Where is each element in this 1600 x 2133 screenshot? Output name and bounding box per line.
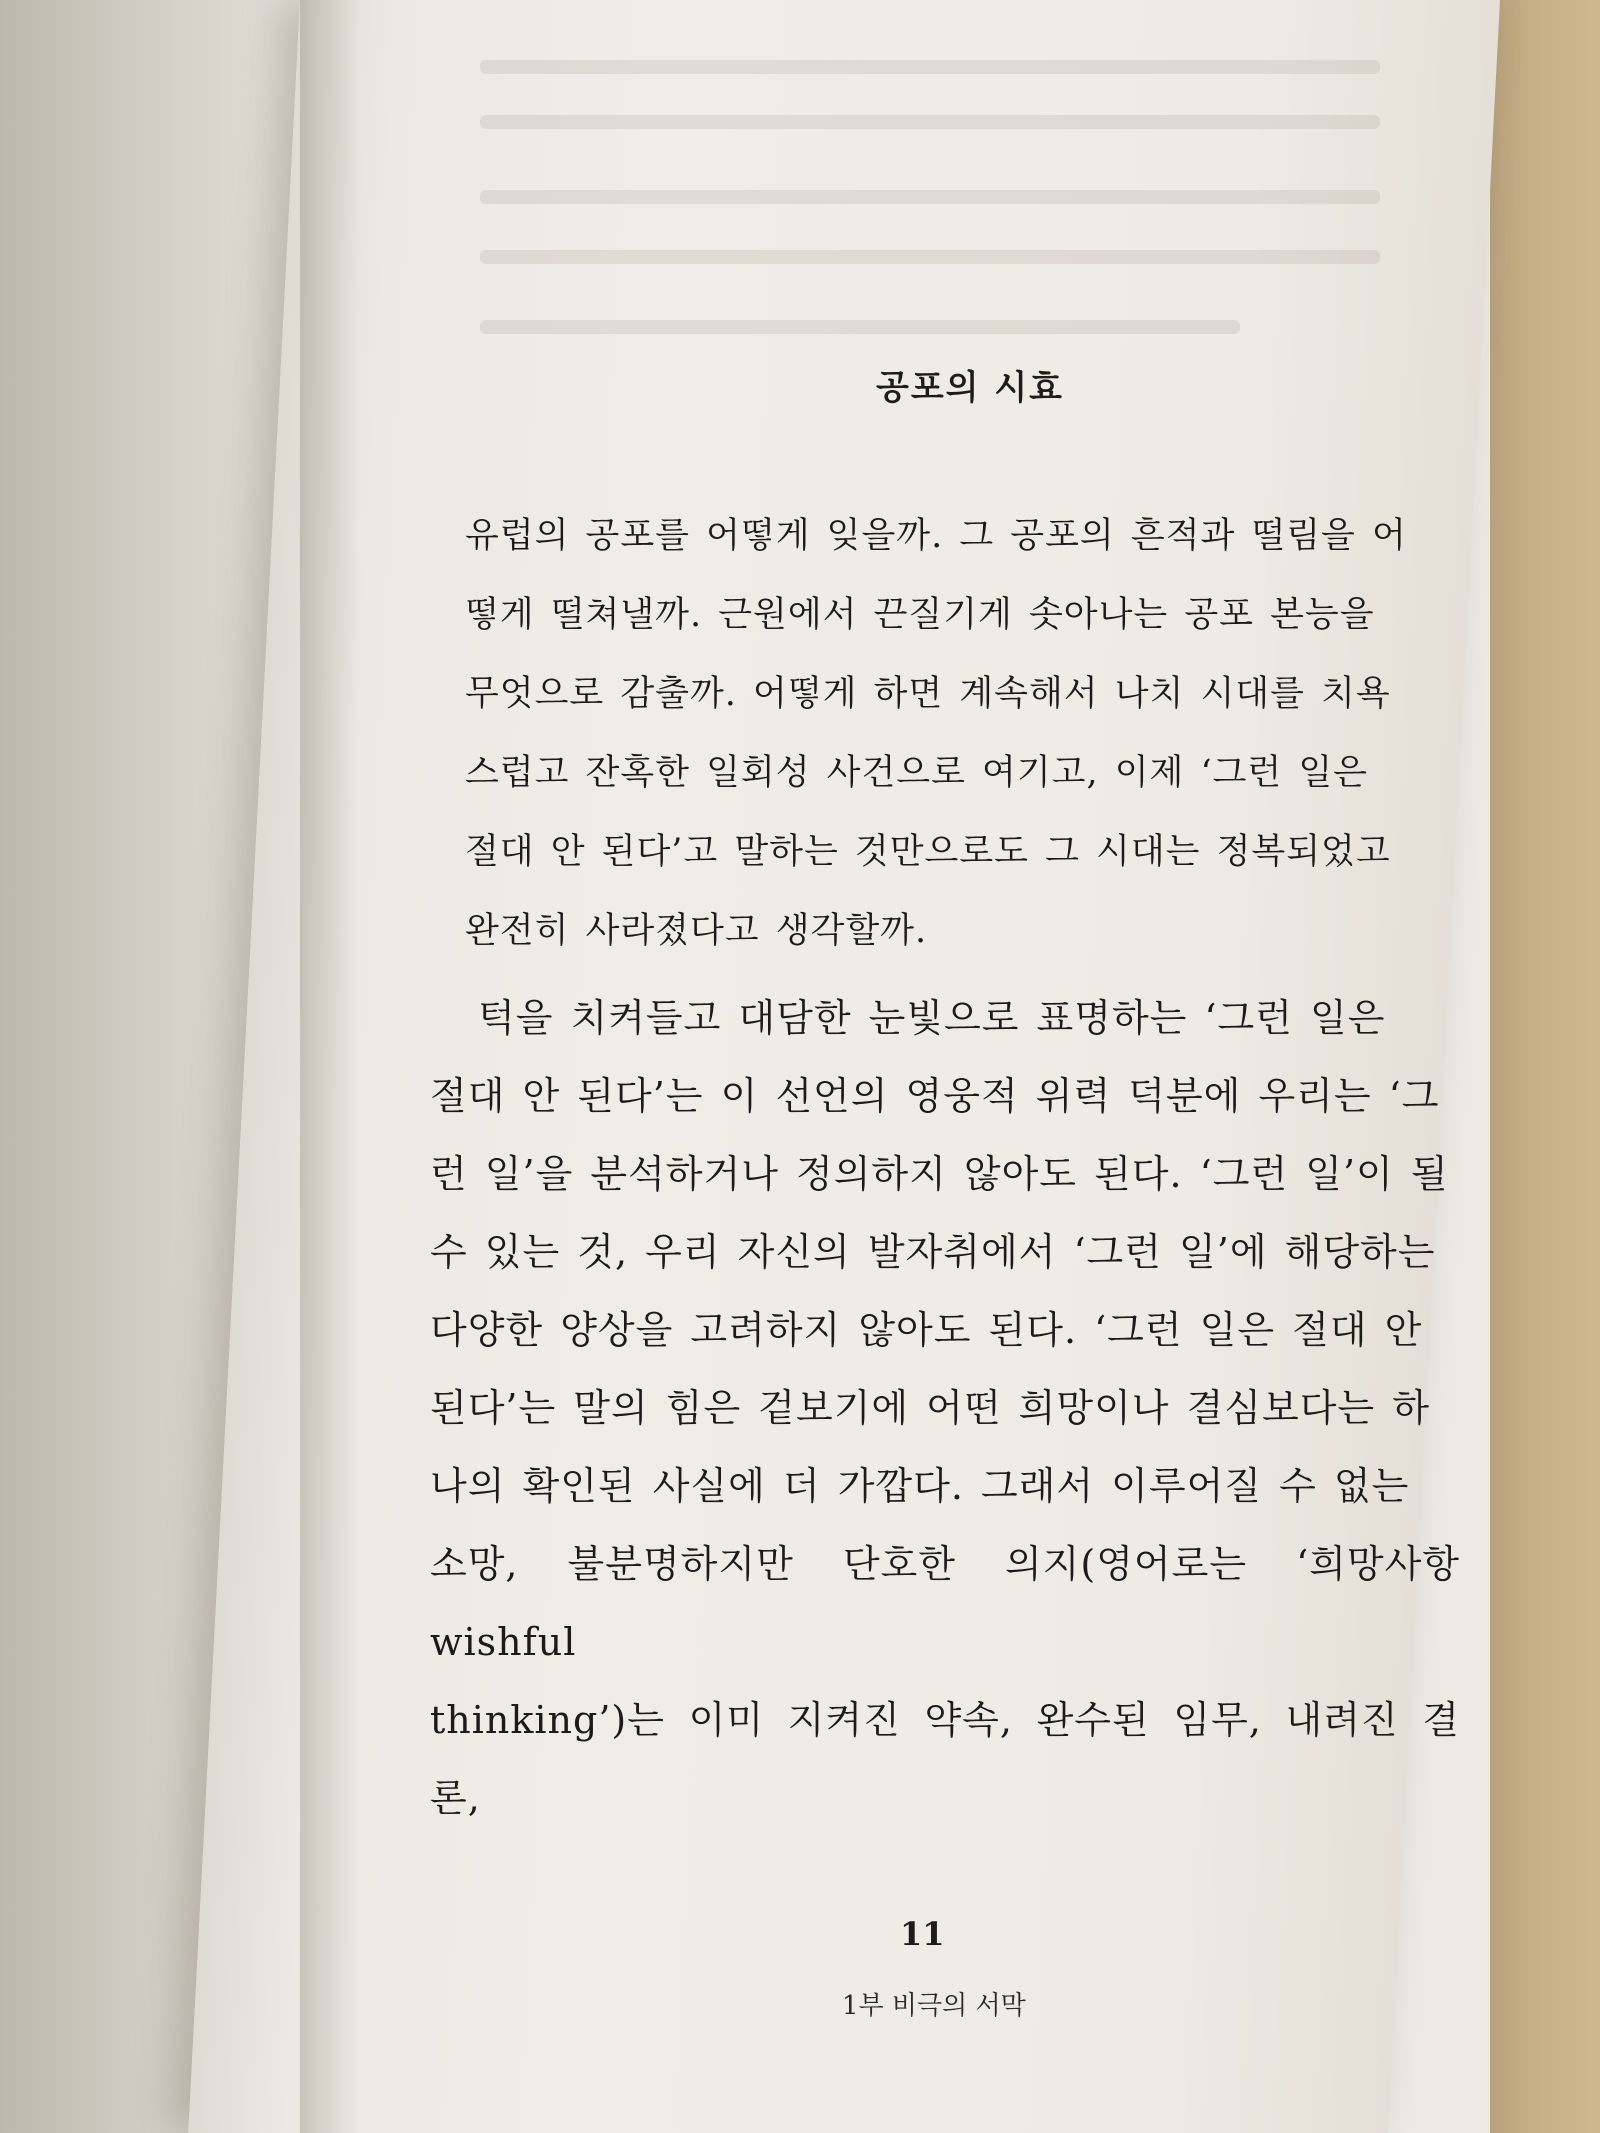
bleed-through-line — [480, 320, 1240, 334]
bleed-through-line — [480, 115, 1380, 129]
bleed-through-line — [480, 60, 1380, 74]
text-line: 무엇으로 감출까. 어떻게 하면 계속해서 나치 시대를 치욕 — [465, 674, 1391, 714]
text-line: 절대 안 된다’고 말하는 것만으로도 그 시대는 정복되었고 — [465, 832, 1391, 872]
bleed-through-line — [480, 190, 1380, 204]
text-line: 된다’는 말의 힘은 겉보기에 어떤 희망이나 결심보다는 하 — [430, 1386, 1430, 1430]
text-line: 떻게 떨쳐낼까. 근원에서 끈질기게 솟아나는 공포 본능을 — [465, 595, 1375, 635]
bleed-through-line — [480, 250, 1380, 264]
text-line: 다양한 양상을 고려하지 않아도 된다. ‘그런 일은 절대 안 — [430, 1308, 1423, 1352]
text-line: 나의 확인된 사실에 더 가깝다. 그래서 이루어질 수 없는 — [430, 1464, 1410, 1508]
text-line: 소망, 불분명하지만 단호한 의지(영어로는 ‘희망사항wishful — [430, 1542, 1460, 1664]
text-line: 수 있는 것, 우리 자신의 발자취에서 ‘그런 일’에 해당하는 — [430, 1230, 1436, 1274]
text-line: 스럽고 잔혹한 일회성 사건으로 여기고, 이제 ‘그런 일은 — [465, 753, 1368, 793]
text-line-content: 턱을 치켜들고 대담한 눈빛으로 표명하는 ‘그런 일은 — [478, 996, 1386, 1040]
text-line: 유럽의 공포를 어떻게 잊을까. 그 공포의 흔적과 떨림을 어 — [465, 516, 1407, 556]
page-number: 11 — [900, 1915, 945, 1953]
text-line: 완전히 사라졌다고 생각할까. — [465, 911, 928, 951]
table-surface — [1490, 0, 1600, 2133]
text-line — [430, 979, 1460, 1057]
page-body — [420, 340, 1460, 1837]
paragraph-1 — [420, 497, 1460, 971]
text-line: 절대 안 된다’는 이 선언의 영웅적 위력 덕분에 우리는 ‘그 — [430, 1074, 1440, 1118]
text-line: 런 일’을 분석하거나 정의하지 않아도 된다. ‘그런 일’이 될 — [430, 1152, 1449, 1196]
text-line: thinking’)는 이미 지켜진 약속, 완수된 임무, 내려진 결론, — [430, 1698, 1460, 1820]
gutter-shadow — [300, 0, 360, 2133]
running-footer: 1부 비극의 서막 — [842, 1991, 1026, 2021]
paragraph-2 — [420, 979, 1460, 1837]
chapter-title: 공포의 시효 — [875, 368, 1065, 408]
